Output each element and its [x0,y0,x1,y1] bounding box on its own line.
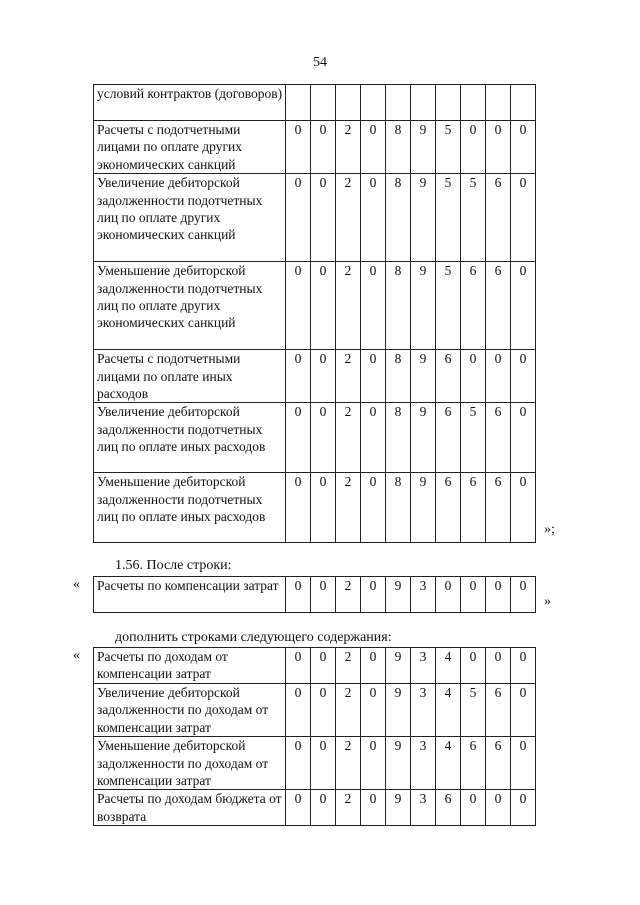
account-code-digit: 6 [486,262,511,350]
account-code-digit: 9 [386,648,411,684]
account-code-digit: 0 [511,790,536,826]
account-code-digit: 0 [286,121,311,174]
account-code-digit: 0 [361,648,386,684]
account-code-digit: 2 [336,790,361,826]
account-code-digit: 0 [311,737,336,790]
account-code-digit: 4 [436,648,461,684]
account-code-digit: 0 [511,737,536,790]
account-code-digit: 9 [411,121,436,174]
account-name-cell: Увеличение дебиторской задолженности по доходам от компенсации затрат [94,684,286,737]
account-code-digit: 0 [286,350,311,403]
account-code-digit: 9 [411,262,436,350]
account-code-digit: 9 [411,403,436,473]
account-code-digit: 0 [311,350,336,403]
account-code-digit: 8 [386,473,411,543]
account-code-digit: 0 [311,174,336,262]
account-code-digit: 3 [411,684,436,737]
account-code-digit [386,85,411,121]
table-row [94,121,536,174]
account-code-digit: 0 [461,648,486,684]
account-code-digit: 6 [461,737,486,790]
account-code-digit: 0 [486,790,511,826]
account-code-digit: 9 [386,737,411,790]
supplement-text: дополнить строками следующего содержания: [115,630,392,645]
table-row [94,85,536,121]
account-code-digit: 0 [311,790,336,826]
account-code-digit: 6 [486,473,511,543]
account-code-digit: 2 [336,473,361,543]
account-code-digit: 2 [336,684,361,737]
account-code-digit: 0 [286,684,311,737]
table-row [94,403,536,473]
account-code-digit: 0 [311,121,336,174]
account-code-digit: 9 [411,174,436,262]
account-code-digit: 0 [486,648,511,684]
account-code-digit: 6 [486,174,511,262]
account-name-cell: Увеличение дебиторской задолженности подотчетных лиц по оплате других экономических санкций [94,174,286,262]
account-code-digit: 0 [361,737,386,790]
account-code-digit: 0 [486,577,511,613]
account-code-digit: 0 [361,174,386,262]
account-name-cell: Уменьшение дебиторской задолженности подотчетных лиц по оплате других экономических санкций [94,262,286,350]
account-name-cell: Уменьшение дебиторской задолженности по доходам от компенсации затрат [94,737,286,790]
account-code-digit: 0 [361,577,386,613]
account-code-digit: 0 [361,790,386,826]
added-rows-table [93,647,536,826]
account-code-digit: 2 [336,403,361,473]
account-code-digit: 0 [286,577,311,613]
account-code-digit: 0 [511,648,536,684]
account-code-digit: 5 [461,174,486,262]
account-code-digit: 3 [411,577,436,613]
account-code-digit: 5 [461,403,486,473]
account-code-digit: 6 [436,403,461,473]
account-code-digit: 0 [511,473,536,543]
account-code-digit: 0 [311,577,336,613]
account-code-digit: 0 [511,121,536,174]
account-code-digit: 5 [436,174,461,262]
account-name-cell: условий контрактов (договоров) [94,85,286,121]
account-name-cell: Расчеты с подотчетными лицами по оплате других экономических санкций [94,121,286,174]
account-code-digit: 4 [436,684,461,737]
account-code-digit: 9 [411,473,436,543]
account-code-digit: 0 [286,174,311,262]
account-code-digit: 5 [436,121,461,174]
table-row [94,648,536,684]
account-code-digit [336,85,361,121]
account-code-digit: 0 [286,262,311,350]
account-code-digit: 6 [486,403,511,473]
account-code-digit: 0 [486,121,511,174]
account-code-digit [436,85,461,121]
account-code-digit: 8 [386,262,411,350]
account-code-digit: 0 [511,262,536,350]
account-code-digit: 0 [511,403,536,473]
closing-quote-table1: »; [544,522,555,537]
account-code-digit: 2 [336,121,361,174]
account-code-digit: 0 [361,350,386,403]
account-code-digit: 0 [311,403,336,473]
account-code-digit: 0 [486,350,511,403]
account-code-digit: 0 [311,262,336,350]
account-code-digit: 8 [386,174,411,262]
account-code-digit: 0 [461,577,486,613]
opening-quote-table2: « [73,577,80,592]
account-code-digit [311,85,336,121]
account-code-digit: 0 [511,577,536,613]
account-name-cell: Уменьшение дебиторской задолженности подотчетных лиц по оплате иных расходов [94,473,286,543]
account-code-digit: 3 [411,790,436,826]
account-code-digit: 0 [286,403,311,473]
account-code-digit: 6 [461,262,486,350]
account-code-digit: 0 [361,403,386,473]
account-code-digit: 0 [286,790,311,826]
account-code-digit: 0 [361,684,386,737]
page-number: 54 [313,55,327,70]
account-code-digit: 0 [286,737,311,790]
account-code-digit [486,85,511,121]
account-code-digit: 9 [386,577,411,613]
account-code-digit [361,85,386,121]
account-code-digit: 5 [461,684,486,737]
account-code-digit: 9 [411,350,436,403]
account-code-digit: 0 [511,174,536,262]
account-code-digit: 8 [386,403,411,473]
table-row [94,790,536,826]
account-table-continuation [93,84,536,543]
account-code-digit: 0 [511,684,536,737]
account-code-digit: 9 [386,790,411,826]
account-code-digit: 4 [436,737,461,790]
account-code-digit: 2 [336,350,361,403]
account-code-digit: 0 [311,684,336,737]
account-name-cell: Расчеты с подотчетными лицами по оплате иных расходов [94,350,286,403]
account-code-digit: 2 [336,262,361,350]
account-code-digit: 2 [336,577,361,613]
table-row [94,350,536,403]
account-code-digit: 0 [436,577,461,613]
account-code-digit: 2 [336,174,361,262]
account-code-digit: 0 [461,350,486,403]
opening-quote-table3: « [73,648,80,663]
account-code-digit: 2 [336,737,361,790]
table-row [94,684,536,737]
account-code-digit: 2 [336,648,361,684]
account-code-digit [461,85,486,121]
account-name-cell: Расчеты по доходам от компенсации затрат [94,648,286,684]
account-name-cell: Увеличение дебиторской задолженности подотчетных лиц по оплате иных расходов [94,403,286,473]
account-code-digit: 0 [361,121,386,174]
account-code-digit: 0 [311,473,336,543]
account-code-digit: 6 [436,473,461,543]
account-code-digit: 0 [311,648,336,684]
closing-quote-table2: » [544,594,551,609]
table-row [94,174,536,262]
table-row [94,473,536,543]
section-heading: 1.56. После строки: [115,558,232,573]
account-code-digit [411,85,436,121]
table-row [94,262,536,350]
account-code-digit: 6 [436,790,461,826]
account-name-cell: Расчеты по доходам бюджета от возврата [94,790,286,826]
account-code-digit: 8 [386,350,411,403]
account-code-digit: 6 [461,473,486,543]
account-code-digit: 0 [511,350,536,403]
account-code-digit: 0 [361,473,386,543]
reference-row-table [93,576,536,613]
account-code-digit: 3 [411,648,436,684]
table-row [94,737,536,790]
account-code-digit: 6 [486,684,511,737]
account-code-digit: 6 [486,737,511,790]
account-code-digit: 0 [461,121,486,174]
account-code-digit: 0 [286,648,311,684]
account-code-digit [286,85,311,121]
account-code-digit: 0 [286,473,311,543]
account-code-digit: 8 [386,121,411,174]
account-name-cell: Расчеты по компенсации затрат [94,577,286,613]
account-code-digit: 6 [436,350,461,403]
account-code-digit: 9 [386,684,411,737]
account-code-digit: 0 [361,262,386,350]
account-code-digit: 0 [461,790,486,826]
account-code-digit [511,85,536,121]
account-code-digit: 3 [411,737,436,790]
table-row [94,577,536,613]
account-code-digit: 5 [436,262,461,350]
